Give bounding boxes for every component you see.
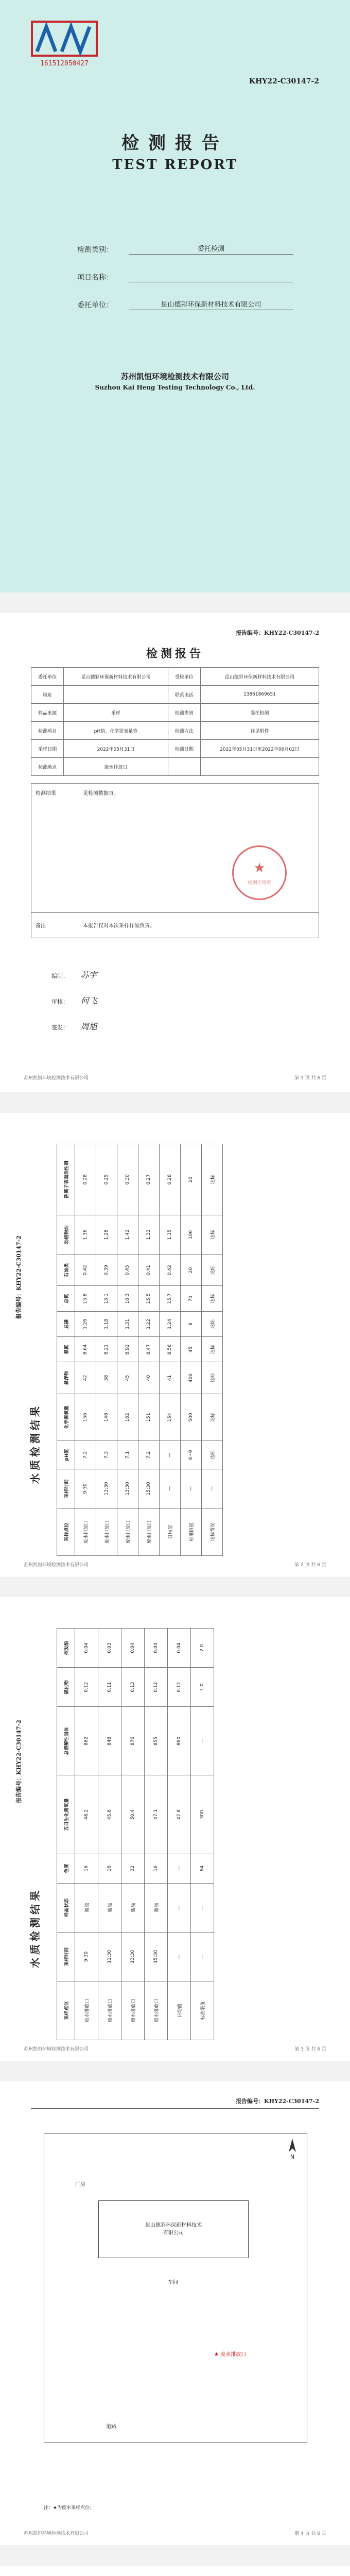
- table-cell: —: [191, 1932, 214, 1981]
- table-cell: 1.35: [160, 1215, 181, 1254]
- table-cell: —: [191, 1883, 214, 1932]
- page-separator: [0, 1092, 350, 1113]
- table-cell: 13:30: [121, 1932, 145, 1981]
- north-arrow-icon: [288, 2139, 296, 2152]
- table-cell: 达标: [202, 1441, 223, 1469]
- report-number: 报告编号：KHY22-C30147-2: [236, 2098, 319, 2105]
- table-cell: —: [168, 1854, 191, 1883]
- table-cell: 采样: [64, 704, 168, 722]
- table-cell: 0.04: [75, 1629, 98, 1668]
- page-title: 水质检测结果: [29, 1888, 41, 1968]
- table-cell: 50.4: [121, 1775, 145, 1854]
- table-row: [138, 1144, 160, 1556]
- table-row: [75, 1144, 96, 1556]
- table-cell: 样品来源: [31, 704, 64, 722]
- table-cell: 70: [181, 1286, 202, 1311]
- table-header-cell: 氨氮: [57, 1337, 75, 1362]
- table-cell: 1.24: [160, 1311, 181, 1336]
- table-cell: 15:30: [145, 1932, 168, 1981]
- table-cell: 地址: [31, 686, 64, 704]
- table-cell: 45.6: [98, 1775, 121, 1854]
- cover-field-client: [77, 282, 293, 310]
- report-number: 报告编号：KHY22-C30147-2: [15, 1235, 22, 1319]
- table-cell: 848: [98, 1707, 121, 1775]
- table-cell: 废水排放口: [138, 1509, 160, 1556]
- table-cell: 检测日期: [168, 740, 200, 758]
- table-cell: 1.0: [191, 1668, 214, 1707]
- table-cell: 8.64: [75, 1337, 96, 1362]
- table-cell: 15.5: [138, 1286, 160, 1311]
- sign-name: 周旭: [80, 1022, 97, 1031]
- table-cell: 1.28: [96, 1215, 117, 1254]
- stamp-star-icon: ★: [253, 860, 266, 876]
- table-cell: 7.2: [75, 1441, 96, 1469]
- table-cell: 0.28: [160, 1144, 181, 1215]
- table-cell: 日均值: [160, 1509, 181, 1556]
- table-header-cell: 总磷: [57, 1311, 75, 1336]
- conclusion-block: [31, 783, 319, 913]
- report-number: 报告编号：KHY22-C30147-2: [15, 1720, 22, 1803]
- table-cell: 废水排放口: [96, 1509, 117, 1556]
- north-label: N: [290, 2154, 295, 2160]
- table-cell: 0.04: [168, 1629, 191, 1668]
- table-cell: 废水排放口: [64, 758, 168, 776]
- table-cell: 0.12: [75, 1668, 98, 1707]
- table-cell: 151: [138, 1394, 160, 1441]
- table-cell: 15.8: [75, 1286, 96, 1311]
- table-header-cell: 采样时间: [57, 1469, 75, 1508]
- sign-label: 审核：: [51, 998, 68, 1005]
- methods-page: [0, 2566, 350, 2576]
- table-cell: 检测项目: [31, 722, 64, 740]
- map-label-mid: 车间: [168, 2280, 178, 2285]
- sign-label: 签发：: [51, 1024, 68, 1031]
- table-cell: 废水排放口: [75, 1509, 96, 1556]
- plant-label: 昆山德彩环保新材料技术 有限公司: [145, 2223, 202, 2236]
- table-header-cell: 阴离子表面活性剂: [57, 1144, 75, 1215]
- cover-page: [0, 0, 350, 592]
- footer-page: 第 1 页 共 6 页: [294, 1076, 326, 1081]
- table-header-cell: 采样点位: [57, 1509, 75, 1556]
- field-value: [129, 273, 293, 282]
- table-header-cell: pH值: [57, 1441, 75, 1469]
- table-cell: 1.33: [138, 1215, 160, 1254]
- table-cell: 达标: [202, 1311, 223, 1336]
- table-cell: 1.31: [117, 1311, 138, 1336]
- table-cell: 0.12: [168, 1668, 191, 1707]
- table-cell: 废水排放口: [121, 1981, 145, 2040]
- cover-report-number: KHY22-C30147-2: [249, 77, 319, 86]
- table-cell: 47.1: [145, 1775, 168, 1854]
- cma-logo: [31, 21, 98, 67]
- table-cell: 0.03: [98, 1629, 121, 1668]
- report-number: 报告编号：KHY22-C30147-2: [236, 630, 319, 636]
- table-header-cell: 五日生化需氧量: [57, 1775, 75, 1854]
- table-cell: 废水排放口: [145, 1981, 168, 2040]
- table-cell: 0.39: [96, 1255, 117, 1286]
- table-cell: 855: [145, 1707, 168, 1775]
- table-cell: 0.28: [75, 1144, 96, 1215]
- conclusion-label: 检测结果: [36, 791, 56, 796]
- table-cell: [168, 758, 200, 776]
- rotated-table-wrap: [57, 1628, 214, 2040]
- signatures: [51, 969, 97, 1046]
- table-row: [168, 1629, 191, 2040]
- page-separator: [0, 592, 350, 613]
- table-cell: 达标: [202, 1144, 223, 1215]
- table-cell: 162: [117, 1394, 138, 1441]
- table-cell: 达标: [202, 1286, 223, 1311]
- table-header-cell: 挥发酚: [57, 1629, 75, 1668]
- water-table-2: [57, 1628, 214, 2040]
- footer-page: 第 3 页 共 6 页: [294, 2047, 326, 2052]
- cover-title-cn: 检测报告: [121, 133, 229, 154]
- table-cell: 156: [75, 1394, 96, 1441]
- field-label: 委托单位：: [77, 301, 113, 310]
- site-map-page: [0, 2081, 350, 2545]
- table-cell: 废水排放口: [98, 1981, 121, 2040]
- table-cell: 45: [181, 1337, 202, 1362]
- table-cell: 检测类别: [168, 704, 200, 722]
- cover-fields: [77, 227, 293, 310]
- table-cell: 检测方法: [168, 722, 200, 740]
- table-cell: 受检单位: [168, 668, 200, 686]
- table-cell: 达标: [202, 1215, 223, 1254]
- table-cell: 标准限值: [191, 1981, 214, 2040]
- table-cell: 20: [181, 1144, 202, 1215]
- table-header-row: [57, 1144, 75, 1556]
- table-cell: —: [202, 1469, 223, 1508]
- table-cell: 达标: [202, 1337, 223, 1362]
- remark-text: 本报告仅对本次采样样品负责。: [83, 923, 155, 929]
- table-row: [75, 1629, 98, 2040]
- stamp-text: 检测专用章: [248, 880, 271, 886]
- cma-number: 161512050427: [40, 60, 89, 67]
- table-cell: 检测地点: [31, 758, 64, 776]
- table-cell: 40: [138, 1362, 160, 1394]
- sign-name: 苏宇: [80, 970, 97, 980]
- table-cell: 16: [145, 1854, 168, 1883]
- table-header-cell: 样品状态: [57, 1883, 75, 1932]
- table-cell: 0.42: [160, 1255, 181, 1286]
- sign-name: 何飞: [80, 996, 97, 1006]
- table-cell: 45: [117, 1362, 138, 1394]
- table-cell: 15.7: [160, 1286, 181, 1311]
- signature-row: [51, 969, 97, 994]
- table-header-cell: 悬浮物: [57, 1362, 75, 1394]
- stamp: [232, 845, 287, 900]
- north-arrow: [288, 2139, 296, 2160]
- report-info-page: [0, 613, 350, 1092]
- table-cell: 0.12: [145, 1668, 168, 1707]
- table-row: [31, 740, 319, 758]
- table-cell: 13:30: [117, 1469, 138, 1508]
- map-label-top: 厂房: [75, 2182, 85, 2188]
- table-cell: 0.41: [138, 1255, 160, 1286]
- table-cell: 8.56: [160, 1337, 181, 1362]
- table-cell: 20: [181, 1255, 202, 1286]
- table-cell: 860: [168, 1707, 191, 1775]
- table-cell: 联系电话: [168, 686, 200, 704]
- rotated-table-wrap: [57, 1144, 223, 1556]
- remark-block: [31, 912, 319, 938]
- table-cell: 7.1: [117, 1441, 138, 1469]
- table-cell: 100: [181, 1215, 202, 1254]
- table-cell: 8.21: [96, 1337, 117, 1362]
- table-cell: 达标: [202, 1394, 223, 1441]
- table-cell: 0.13: [121, 1668, 145, 1707]
- table-cell: 8.47: [138, 1337, 160, 1362]
- table-header-cell: 色度: [57, 1854, 75, 1883]
- table-cell: 微浊: [145, 1883, 168, 1932]
- table-cell: 300: [191, 1775, 214, 1854]
- cover-title-en: TEST REPORT: [112, 157, 238, 173]
- footer-company: 苏州凯恒环境检测技术有限公司: [24, 1076, 89, 1081]
- table-header-cell: 动植物油: [57, 1215, 75, 1254]
- table-cell: 11:30: [96, 1469, 117, 1508]
- table-cell: 6~9: [181, 1441, 202, 1469]
- table-row: [145, 1629, 168, 2040]
- cover-issuer-en: Suzhou Kai Heng Testing Technology Co., Ltd.: [95, 384, 255, 391]
- signature-row: [51, 1020, 97, 1046]
- site-map: [44, 2133, 307, 2443]
- footer-company: 苏州凯恒环境检测技术有限公司: [24, 1563, 89, 1568]
- table-cell: 1.18: [96, 1311, 117, 1336]
- table-row: [181, 1144, 202, 1556]
- table-cell: [64, 686, 168, 704]
- table-cell: 达标: [202, 1255, 223, 1286]
- table-cell: 2022年05月31日: [64, 740, 168, 758]
- table-header-cell: 总溶解性固体: [57, 1707, 75, 1775]
- table-cell: 1.36: [75, 1215, 96, 1254]
- table-cell: 47.8: [168, 1775, 191, 1854]
- water-table-1: [57, 1144, 223, 1556]
- table-header-cell: 采样时间: [57, 1932, 75, 1981]
- table-cell: 11:30: [98, 1932, 121, 1981]
- table-cell: 详见附件: [200, 722, 319, 740]
- map-legend: 注：★为废水采样点位；: [44, 2505, 95, 2511]
- table-cell: 64: [191, 1854, 214, 1883]
- table-header-cell: 采样点位: [57, 1981, 75, 2040]
- table-cell: 48.2: [75, 1775, 98, 1854]
- table-row: [31, 722, 319, 740]
- table-cell: 微浊: [75, 1883, 98, 1932]
- field-label: 项目名称：: [77, 274, 113, 282]
- table-cell: 委托单位: [31, 668, 64, 686]
- table-header-cell: 石油类: [57, 1255, 75, 1286]
- table-cell: 1.42: [117, 1215, 138, 1254]
- table-cell: 0.27: [138, 1144, 160, 1215]
- cover-field-project: [77, 255, 293, 282]
- signature-row: [51, 994, 97, 1020]
- table-cell: 16: [98, 1854, 121, 1883]
- footer-company: 苏州凯恒环境检测技术有限公司: [24, 2531, 89, 2536]
- table-cell: 16: [75, 1854, 98, 1883]
- plant-block: [98, 2200, 249, 2258]
- table-cell: 13861869651: [200, 686, 319, 704]
- table-cell: —: [160, 1441, 181, 1469]
- table-cell: 昆山德彩环保新材料技术有限公司: [200, 668, 319, 686]
- sampling-point: ★ 废水排放口: [214, 2352, 247, 2358]
- table-cell: 0.30: [117, 1144, 138, 1215]
- table-cell: 38: [96, 1362, 117, 1394]
- table-cell: 0.04: [121, 1629, 145, 1668]
- table-cell: 9:30: [75, 1469, 96, 1508]
- table-cell: 15:30: [138, 1469, 160, 1508]
- table-row: [117, 1144, 138, 1556]
- footer-page: 第 4 页 共 6 页: [294, 2531, 326, 2536]
- water-results-page-2: [0, 1597, 350, 2061]
- sign-label: 编制：: [51, 973, 68, 979]
- table-cell: 7.2: [138, 1441, 160, 1469]
- table-cell: 154: [160, 1394, 181, 1441]
- table-row: [191, 1629, 214, 2040]
- table-cell: 876: [121, 1707, 145, 1775]
- table-header-cell: 硫化物: [57, 1668, 75, 1707]
- table-cell: 委托检测: [200, 704, 319, 722]
- table-cell: 微浊: [98, 1883, 121, 1932]
- table-cell: 500: [181, 1394, 202, 1441]
- table-cell: 862: [75, 1707, 98, 1775]
- table-row: [121, 1629, 145, 2040]
- table-cell: 2.0: [191, 1629, 214, 1668]
- field-label: 检测类别：: [77, 246, 113, 254]
- table-cell: 0.11: [98, 1668, 121, 1707]
- table-cell: 32: [121, 1854, 145, 1883]
- table-row: [31, 704, 319, 722]
- table-cell: 1.22: [138, 1311, 160, 1336]
- field-value: 昆山德彩环保新材料技术有限公司: [129, 299, 293, 310]
- table-cell: 8.92: [117, 1337, 138, 1362]
- table-cell: 41: [160, 1362, 181, 1394]
- table-cell: 达标情况: [202, 1509, 223, 1556]
- remark-label: 备注: [36, 923, 46, 929]
- map-label-bottom: 道路: [106, 2424, 116, 2430]
- info-table: [31, 667, 319, 776]
- table-cell: 9:30: [75, 1932, 98, 1981]
- cover-field-category: [77, 227, 293, 255]
- table-row: [160, 1144, 181, 1556]
- footer-page: 第 2 页 共 6 页: [294, 1563, 326, 1568]
- table-row: [31, 758, 319, 776]
- table-cell: —: [160, 1469, 181, 1508]
- table-row: [31, 686, 319, 704]
- table-cell: 400: [181, 1362, 202, 1394]
- table-header-row: [57, 1629, 75, 2040]
- field-value: 委托检测: [129, 243, 293, 255]
- header-rule: [31, 2108, 319, 2109]
- water-results-page-1: [0, 1113, 350, 1577]
- table-cell: 16.3: [117, 1286, 138, 1311]
- table-cell: 0.42: [75, 1255, 96, 1286]
- table-cell: [200, 758, 319, 776]
- table-cell: 采样日期: [31, 740, 64, 758]
- table-cell: 42: [75, 1362, 96, 1394]
- table-cell: 2022年05月31日至2022年06月02日: [200, 740, 319, 758]
- table-cell: pH值、化学需氧量等: [64, 722, 168, 740]
- table-cell: —: [181, 1469, 202, 1508]
- cover-issuer-cn: 苏州凯恒环境检测技术有限公司: [120, 372, 229, 381]
- table-cell: 标准限值: [181, 1509, 202, 1556]
- table-cell: 昆山德彩环保新材料技术有限公司: [64, 668, 168, 686]
- table-header-cell: 总氮: [57, 1286, 75, 1311]
- table-cell: 0.25: [96, 1144, 117, 1215]
- page-separator: [0, 2061, 350, 2081]
- table-header-cell: 化学需氧量: [57, 1394, 75, 1441]
- page-separator: [0, 1577, 350, 1597]
- table-cell: 0.04: [145, 1629, 168, 1668]
- table-cell: 微浊: [121, 1883, 145, 1932]
- table-cell: —: [191, 1707, 214, 1775]
- table-row: [96, 1144, 117, 1556]
- table-cell: —: [168, 1932, 191, 1981]
- table-row: [98, 1629, 121, 2040]
- table-cell: 8: [181, 1311, 202, 1336]
- table-cell: 废水排放口: [117, 1509, 138, 1556]
- page-title: 水质检测结果: [29, 1403, 41, 1484]
- table-row: [31, 668, 319, 686]
- table-cell: 废水排放口: [75, 1981, 98, 2040]
- conclusion-text: 见检测数据页。: [83, 791, 119, 796]
- page-title: 检测报告: [146, 648, 204, 660]
- table-cell: 148: [96, 1394, 117, 1441]
- cma-mark-icon: [31, 21, 98, 57]
- page-separator: [0, 2545, 350, 2566]
- table-cell: 15.1: [96, 1286, 117, 1311]
- table-cell: 1.26: [75, 1311, 96, 1336]
- table-row: [202, 1144, 223, 1556]
- table-cell: 达标: [202, 1362, 223, 1394]
- table-cell: 0.45: [117, 1255, 138, 1286]
- table-cell: 日均值: [168, 1981, 191, 2040]
- footer-company: 苏州凯恒环境检测技术有限公司: [24, 2047, 89, 2052]
- table-cell: 7.3: [96, 1441, 117, 1469]
- table-cell: —: [168, 1883, 191, 1932]
